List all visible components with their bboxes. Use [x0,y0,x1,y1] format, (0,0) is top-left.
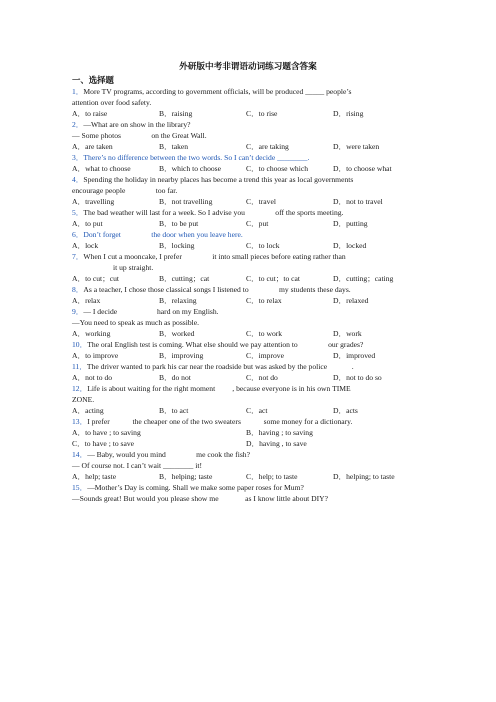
options-14 [72,471,432,482]
option-d[interactable]: D．locked [333,241,367,250]
option-c[interactable]: C．to relax [246,296,282,305]
question-12: 12．Life is about waiting for the right moment , because everyone is in his own TIME [72,384,351,393]
question-7: 7．When I cut a mooncake, I prefer it into small pieces before eating rather than [72,252,346,261]
option-d[interactable]: D．putting [333,219,368,228]
option-a[interactable]: A．relax [72,296,101,305]
options-13a [72,427,432,438]
option-c[interactable]: C．not do [246,373,278,382]
option-a[interactable]: A．not to do [72,373,113,382]
options-6 [72,240,432,251]
option-b[interactable]: B．not travelling [159,197,213,206]
option-b[interactable]: B．cutting；cat [159,274,210,283]
option-b[interactable]: B．relaxing [159,296,197,305]
option-d[interactable]: D．work [333,329,362,338]
option-b[interactable]: B．which to choose [159,164,222,173]
option-b[interactable]: B．improving [159,351,204,360]
option-c[interactable]: C．improve [246,351,284,360]
option-d[interactable]: D．to choose what [333,164,392,173]
option-a[interactable]: A．are taken [72,142,113,151]
option-a[interactable]: A．to have ; to saving [72,428,141,437]
question-13: 13．I prefer the cheaper one of the two sweaters some money for a dictionary. [72,417,353,426]
option-d[interactable]: D．not to do so [333,373,382,382]
options-5 [72,218,432,229]
option-b[interactable]: B．worked [159,329,195,338]
option-c[interactable]: C．to have ; to save [72,439,135,448]
options-7 [72,273,432,284]
options-11 [72,372,432,383]
option-d[interactable]: D．cutting；cating [333,274,394,283]
option-c[interactable]: C．act [246,406,268,415]
question-8: 8．As a teacher, I chose those classical songs I listened to my students these days. [72,285,351,294]
option-c[interactable]: C．to work [246,329,283,338]
option-a[interactable]: A．to cut；cut [72,274,120,283]
question-list: 1．More TV programs, according to government officials, will be produced _____ people’s attention over food safety. A．to raise B．raising C．to rise D．rising 2．—What are on show in the library? — Some photos on the Great Wall. A．are taken B．taken C．are taking D．were taken 3．There’s no difference between the two words. So I can’t decide ________. A．what to choose B．which to choose C．to choose which D．to choose what 4．Spending the holiday in nearby places has become a trend this year as local governments encourage people too far. A．travelling B．not travelling C．travel D．not to travel 5．The bad weather will last for a week. So I advise you off the sports meeting. A．to put B．to be put C．put D．putting 6．Don’t forget the door when you leave here. A．lock B．locking C．to lock D．locked 7．When I cut a mooncake, I prefer it into small pieces before eating rather than it up straight. A．to cut；cut B．cutting；cat C．to cut；to cat D．cutting；cating 8．As a teacher, I chose those classical songs I listened to my students these days. A．relax B．relaxing C．to relax D．relaxed 9．— I decide hard on my English. —You need to speak as much as possible. A．working B．worked C．to work D．work 10．The oral English test is coming. What else should we pay attention to our grades? A．to improve B．improving C．improve D．improved 11．The driver wanted to park his car near the roadside but was asked by the police . A．not to do B．do not C．not do D．not to do so 12．Life is about waiting for the right moment , because everyone is in his own TIME ZONE. A．acting B．to act C．act D．acts 13．I prefer the cheaper one of the two sweaters some money for a dictionary. A．to have ; to saving B．having ; to saving C．to have ; to save D．having , to save 14．— Baby, would you mind me cook the fish? — Of course not. I can’t wait ________ it! A．help; taste B．helping; taste C．help; to taste D．helping; to taste 15．—Mother’s Day is coming. Shall we make some paper roses for Mum? —Sounds great! But would you please show me as I know little about DIY? [72,86,432,504]
options-1 [72,108,432,119]
option-d[interactable]: D．improved [333,351,376,360]
question-11: 11．The driver wanted to park his car near the roadside but was asked by the police . [72,362,354,371]
option-b[interactable]: B．raising [159,109,193,118]
option-b[interactable]: B．taken [159,142,189,151]
option-c[interactable]: C．are taking [246,142,289,151]
option-c[interactable]: C．help; to taste [246,472,298,481]
options-12 [72,405,432,416]
options-2 [72,141,432,152]
option-a[interactable]: A．to put [72,219,103,228]
option-b[interactable]: B．to be put [159,219,199,228]
options-9 [72,328,432,339]
options-4 [72,196,432,207]
section-heading: 一、选择题 [72,75,114,85]
option-c[interactable]: C．to lock [246,241,280,250]
option-a[interactable]: A．to improve [72,351,119,360]
option-b[interactable]: B．having ; to saving [246,428,313,437]
option-d[interactable]: D．having , to save [246,439,307,448]
options-3 [72,163,432,174]
option-a[interactable]: A．working [72,329,111,338]
option-d[interactable]: D．were taken [333,142,380,151]
option-a[interactable]: A．travelling [72,197,115,206]
option-a[interactable]: A．acting [72,406,104,415]
option-d[interactable]: D．rising [333,109,364,118]
question-3: 3．There’s no difference between the two words. So I can’t decide ________. [72,153,310,162]
question-1: 1．More TV programs, according to government officials, will be produced _____ people’s [72,87,352,96]
question-14: 14．— Baby, would you mind me cook the fish? [72,450,250,459]
question-9: 9．— I decide hard on my English. [72,307,219,316]
option-b[interactable]: B．locking [159,241,195,250]
page-title: 外研版中考非谓语动词练习题含答案 [179,62,317,72]
option-c[interactable]: C．travel [246,197,276,206]
option-b[interactable]: B．do not [159,373,191,382]
question-4: 4．Spending the holiday in nearby places has become a trend this year as local governments [72,175,354,184]
question-6: 6．Don’t forget the door when you leave here. [72,230,243,239]
options-10 [72,350,432,361]
option-b[interactable]: B．to act [159,406,189,415]
option-a[interactable]: A．to raise [72,109,108,118]
question-5: 5．The bad weather will last for a week. So I advise you off the sports meeting. [72,208,344,217]
option-a[interactable]: A．what to choose [72,164,131,173]
options-13b [72,438,432,449]
question-10: 10．The oral English test is coming. What else should we pay attention to our grades? [72,340,364,349]
option-d[interactable]: D．helping; to taste [333,472,395,481]
option-c[interactable]: C．to cut；to cat [246,274,300,283]
option-d[interactable]: D．not to travel [333,197,383,206]
option-c[interactable]: C．put [246,219,269,228]
option-d[interactable]: D．relaxed [333,296,369,305]
options-8 [72,295,432,306]
option-c[interactable]: C．to rise [246,109,278,118]
option-b[interactable]: B．helping; taste [159,472,213,481]
option-a[interactable]: A．lock [72,241,99,250]
option-a[interactable]: A．help; taste [72,472,117,481]
option-c[interactable]: C．to choose which [246,164,309,173]
question-15: 15．—Mother’s Day is coming. Shall we make some paper roses for Mum? [72,483,304,492]
question-2: 2．—What are on show in the library? [72,120,191,129]
option-d[interactable]: D．acts [333,406,358,415]
